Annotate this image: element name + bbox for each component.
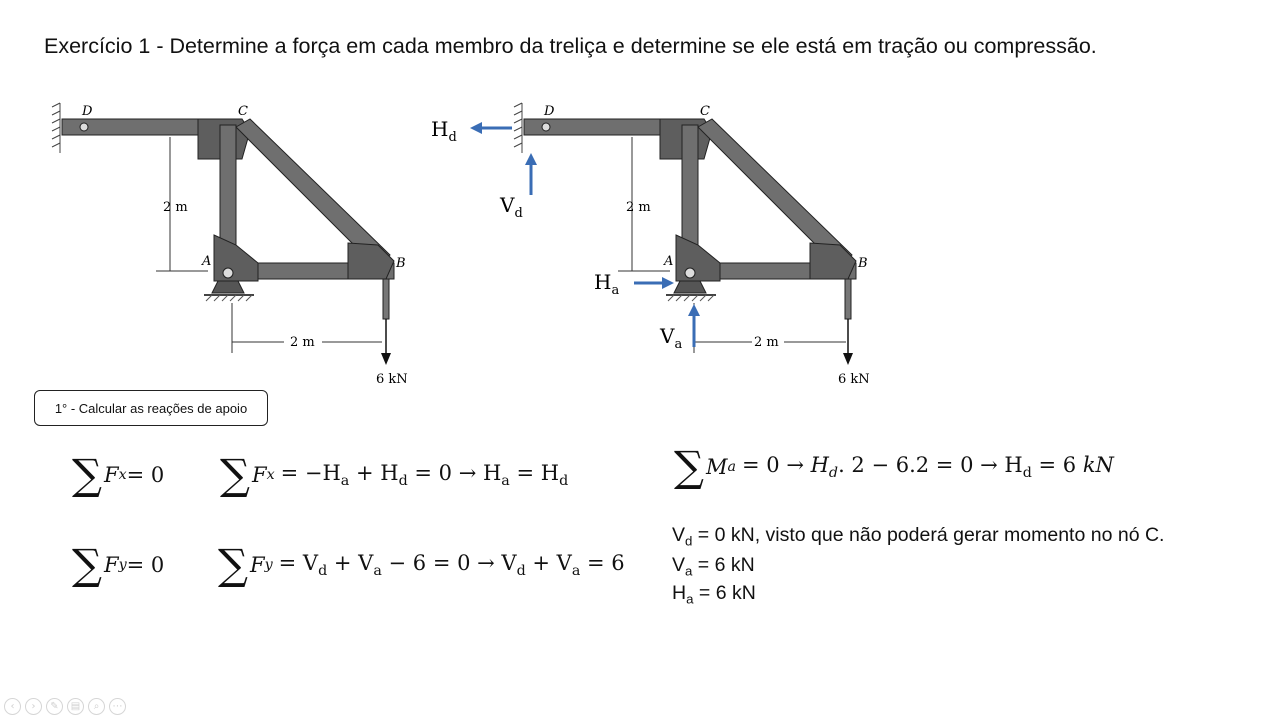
moment-expression: = $0 \to H_d$. $2 - 6.2 = 0 \to H_d = 6$ kN	[742, 453, 1114, 481]
pen-icon[interactable]: ✎	[46, 698, 63, 715]
load-label-2: 6 kN	[838, 372, 870, 387]
reaction-hd-arrow	[470, 122, 512, 134]
node-c-label: C	[238, 104, 248, 119]
slides-icon[interactable]: ▤	[67, 698, 84, 715]
fx-expression: = $-H_a + H_d = 0 \to H_a = H_d$	[280, 461, 569, 489]
sum-fy-expanded: ∑ F y = $V_d + V_a - 6 = 0 \to V_d + V_a = 6$	[218, 540, 625, 589]
truss-drawing	[48, 95, 428, 390]
reaction-ha-arrow	[634, 277, 674, 289]
sum-fy-equation: ∑ F y = 0	[72, 540, 165, 589]
reaction-va-arrow	[688, 304, 700, 347]
reaction-vd-arrow	[525, 153, 537, 195]
zoom-icon[interactable]: ⌕	[88, 698, 105, 715]
node-b-label-2: B	[858, 256, 868, 271]
sigma-symbol: ∑	[674, 442, 704, 491]
more-icon[interactable]: ⋯	[109, 698, 126, 715]
sum-moment-equation: ∑ M a = $0 \to H_d$. $2 - 6.2 = 0 \to H_d = 6$ kN	[674, 442, 1114, 491]
sum-fx-equation: ∑ F x = 0	[72, 450, 165, 499]
reaction-ha-label: $H_a$	[594, 270, 620, 298]
node-b-label: B	[396, 256, 406, 271]
note-va: $V_a = 6$ kN	[672, 554, 755, 579]
truss-figure-left	[48, 95, 428, 390]
presentation-controls	[4, 698, 126, 715]
truss-figure-right	[420, 95, 900, 390]
node-d-label: D	[82, 104, 93, 119]
note-ha: $H_a = 6$ kN	[672, 582, 756, 607]
reaction-hd-label: $H_d$	[431, 117, 457, 145]
page-title: Exercício 1 - Determine a força em cada membro da treliça e determine se ele está em tração ou compressão.	[44, 34, 1097, 58]
sigma-symbol: ∑	[220, 450, 250, 499]
reaction-va-label: $V_a$	[660, 324, 683, 352]
dim-vertical-label-2: 2 m	[626, 200, 651, 215]
dim-horizontal-label-2: 2 m	[754, 335, 779, 350]
next-icon[interactable]: ›	[25, 698, 42, 715]
wall-support-d	[52, 103, 60, 153]
fy-expression: = $V_d + V_a - 6 = 0 \to V_d + V_a = 6$	[278, 551, 625, 579]
truss-fbd-drawing	[420, 95, 900, 390]
dim-horizontal-label: 2 m	[290, 335, 315, 350]
node-d-label-2: D	[544, 104, 555, 119]
sigma-symbol: ∑	[72, 450, 102, 499]
node-a-label-2: A	[664, 254, 674, 269]
sigma-symbol: ∑	[218, 540, 248, 589]
node-a-label: A	[202, 254, 212, 269]
node-c-label-2: C	[700, 104, 710, 119]
step-callout: 1° - Calcular as reações de apoio	[34, 390, 268, 426]
wall-support-d2	[514, 103, 522, 153]
dim-vertical-label: 2 m	[163, 200, 188, 215]
sigma-symbol: ∑	[72, 540, 102, 589]
sum-fx-expanded: ∑ F x = $-H_a + H_d = 0 \to H_a = H_d$	[220, 450, 569, 499]
note-vd: $V_d = 0$ kN, visto que não poderá gerar momento no nó C.	[672, 524, 1165, 549]
prev-icon[interactable]: ‹	[4, 698, 21, 715]
reaction-vd-label: $V_d$	[500, 193, 523, 221]
load-label: 6 kN	[376, 372, 408, 387]
